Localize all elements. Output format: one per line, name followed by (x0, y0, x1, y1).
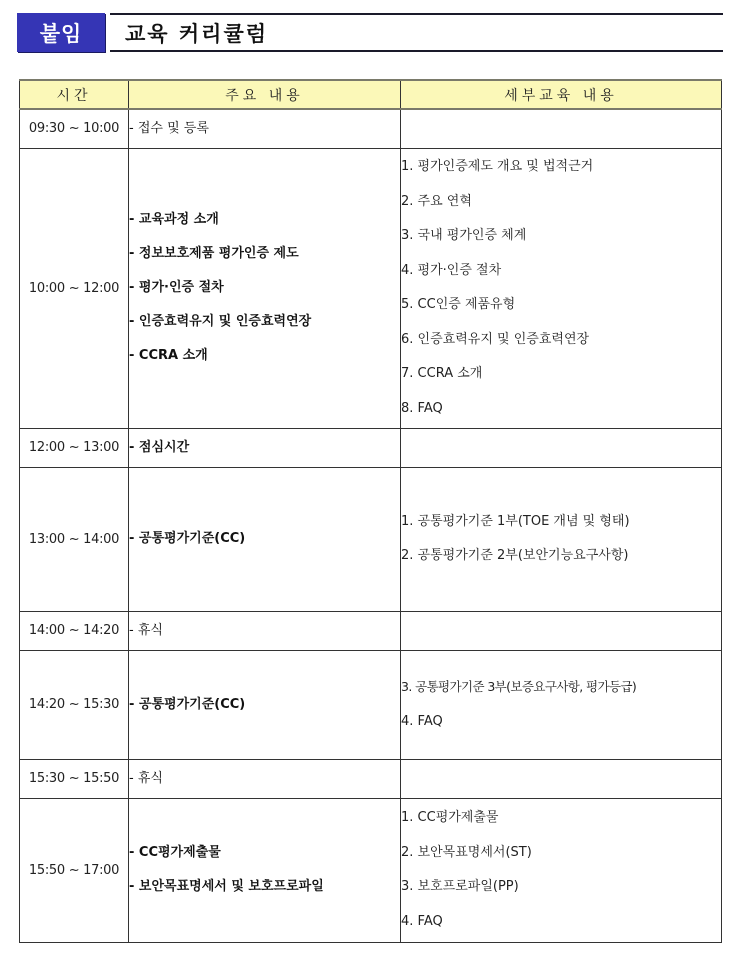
detail-item: 7. CCRA 소개 (401, 366, 483, 381)
main-item: - CC평가제출물 (129, 845, 221, 860)
detail-cell (401, 650, 722, 759)
detail-cell (401, 148, 722, 428)
main-content-cell (129, 428, 401, 467)
column-header-time: 시간 (20, 80, 129, 109)
detail-cell (401, 759, 722, 798)
main-content-cell (129, 467, 401, 611)
main-item: - 휴식 (129, 770, 163, 786)
detail-cell (401, 798, 722, 942)
detail-cell (401, 428, 722, 467)
main-item: - 접수 및 등록 (129, 120, 209, 136)
time-cell: 13:00 ~ 14:00 (20, 467, 129, 611)
main-content-cell (129, 611, 401, 650)
main-content-cell (129, 759, 401, 798)
detail-item: 8. FAQ (401, 400, 443, 416)
curriculum-table (19, 79, 722, 943)
detail-item: 3. 공통평가기준 3부(보증요구사항, 평가등급) (401, 679, 637, 694)
detail-item: 4. 평가·인증 절차 (401, 262, 502, 278)
detail-item: 2. 공통평가기준 2부(보안기능요구사항) (401, 548, 629, 563)
detail-item: 3. 국내 평가인증 체계 (401, 228, 527, 243)
main-item: - 보안목표명세서 및 보호프로파일 (129, 879, 324, 894)
table-header-row (20, 80, 722, 109)
detail-cell (401, 109, 722, 148)
time-cell: 14:00 ~ 14:20 (20, 611, 129, 650)
detail-item: 1. 평가인증제도 개요 및 법적근거 (401, 159, 594, 174)
main-item: - 공통평가기준(CC) (129, 531, 246, 546)
column-header-main-content: 주요 내용 (129, 80, 401, 109)
main-item: - 점심시간 (129, 439, 190, 455)
detail-cell (401, 611, 722, 650)
time-cell: 15:30 ~ 15:50 (20, 759, 129, 798)
detail-item: 1. CC평가제출물 (401, 810, 499, 825)
table-row (20, 798, 722, 942)
main-item: - 공통평가기준(CC) (129, 696, 246, 712)
table-row (20, 759, 722, 798)
page-title: 교육 커리큘럼 (125, 21, 269, 46)
table-row (20, 611, 722, 650)
detail-item: 3. 보호프로파일(PP) (401, 879, 519, 894)
main-content-cell (129, 109, 401, 148)
time-cell: 12:00 ~ 13:00 (20, 428, 129, 467)
table-row (20, 109, 722, 148)
detail-item: 2. 주요 연혁 (401, 193, 472, 209)
main-content-cell (129, 148, 401, 428)
time-cell: 15:50 ~ 17:00 (20, 798, 129, 942)
attachment-badge: 붙임 (17, 13, 105, 52)
time-cell: 14:20 ~ 15:30 (20, 650, 129, 759)
time-cell: 09:30 ~ 10:00 (20, 109, 129, 148)
main-item: - 휴식 (129, 622, 163, 638)
main-item: - 정보보호제품 평가인증 제도 (129, 246, 299, 261)
detail-item: 2. 보안목표명세서(ST) (401, 844, 532, 860)
detail-item: 5. CC인증 제품유형 (401, 297, 516, 312)
table-row (20, 467, 722, 611)
detail-item: 1. 공통평가기준 1부(TOE 개념 및 형태) (401, 513, 630, 529)
main-content-cell (129, 650, 401, 759)
column-header-detail-content: 세부교육 내용 (401, 80, 722, 109)
detail-item: 6. 인증효력유지 및 인증효력연장 (401, 331, 590, 347)
main-item: - 교육과정 소개 (129, 212, 219, 227)
table-row (20, 650, 722, 759)
main-item: - CCRA 소개 (129, 348, 208, 363)
table-row (20, 148, 722, 428)
detail-item: 4. FAQ (401, 713, 443, 729)
detail-cell (401, 467, 722, 611)
main-item: - 평가·인증 절차 (129, 280, 224, 295)
main-content-cell (129, 798, 401, 942)
time-cell: 10:00 ~ 12:00 (20, 148, 129, 428)
detail-item: 4. FAQ (401, 913, 443, 929)
main-item: - 인증효력유지 및 인증효력연장 (129, 314, 312, 329)
table-row (20, 428, 722, 467)
title-bar (110, 13, 723, 52)
